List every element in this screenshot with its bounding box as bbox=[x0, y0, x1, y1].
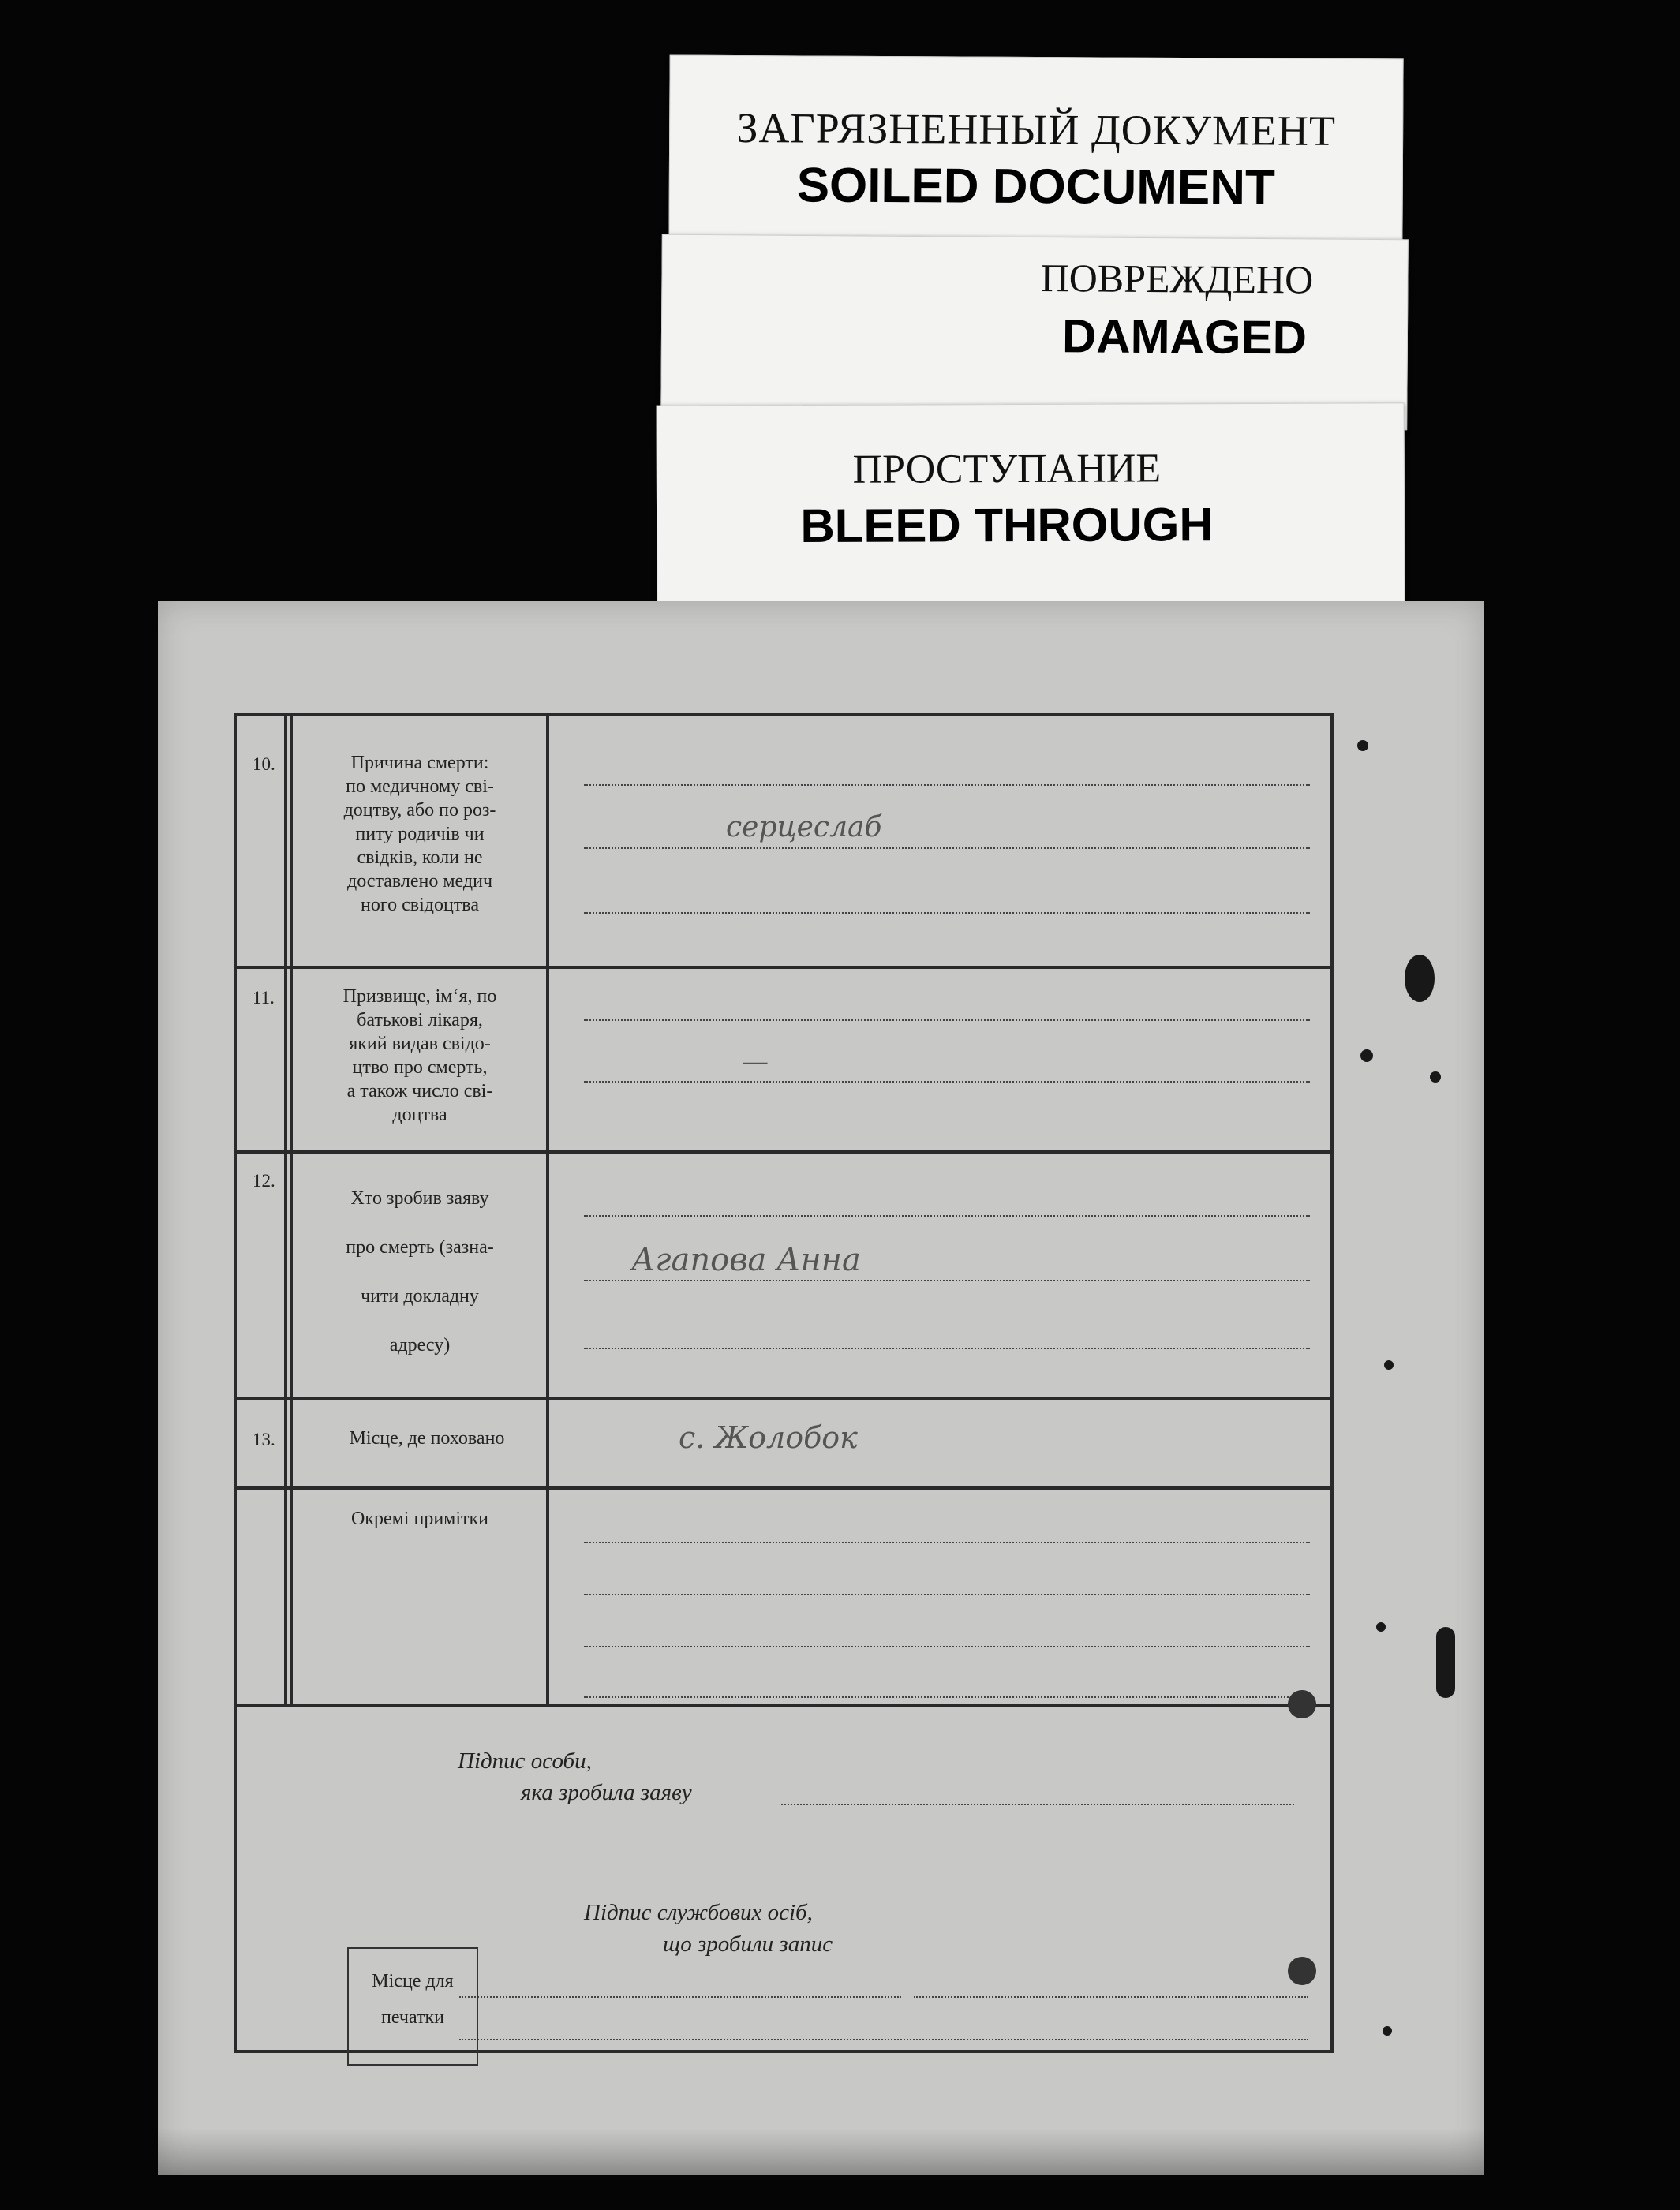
row-separator bbox=[237, 1397, 1330, 1400]
signature-official-line bbox=[914, 1996, 1308, 1998]
entry-line bbox=[584, 784, 1310, 786]
entry-line bbox=[584, 1646, 1310, 1647]
ink-blot bbox=[1405, 955, 1435, 1002]
signature-officials-line-2: що зробили запис bbox=[663, 1931, 833, 1957]
label-line: батькові лікаря, bbox=[357, 1010, 483, 1030]
entry-line bbox=[584, 1696, 1310, 1698]
document-page bbox=[158, 601, 1484, 2175]
ink-blot bbox=[1360, 1049, 1373, 1062]
soiled-flag-en: SOILED DOCUMENT bbox=[796, 158, 1276, 215]
signature-person-label bbox=[458, 1745, 692, 1808]
ink-blot bbox=[1357, 740, 1368, 751]
binding-hole bbox=[1288, 1957, 1316, 1985]
row-separator bbox=[237, 1704, 1330, 1707]
binding-hole bbox=[1288, 1690, 1316, 1718]
signature-person-line-2: яка зробила заяву bbox=[521, 1780, 692, 1805]
label-line: Причина смерти: bbox=[350, 753, 489, 773]
label-line: адресу) bbox=[389, 1335, 451, 1356]
entry-line bbox=[584, 1019, 1310, 1021]
signature-person-line bbox=[781, 1804, 1294, 1805]
stamp-place-box bbox=[347, 1947, 478, 2066]
damaged-flag-en: DAMAGED bbox=[1061, 309, 1308, 365]
row-number: 10. bbox=[253, 754, 275, 774]
label-line: свідків, коли не bbox=[357, 847, 483, 868]
stamp-place-line-2: печатки bbox=[381, 2007, 444, 2028]
damaged-flag-ru: ПОВРЕЖДЕНО bbox=[1040, 256, 1314, 302]
number-column-divider-2 bbox=[290, 716, 293, 1704]
entry-line bbox=[584, 1542, 1310, 1543]
handwritten-declarant: Агапова Анна bbox=[631, 1242, 861, 1278]
entry-line bbox=[584, 1081, 1310, 1083]
entry-line bbox=[584, 847, 1310, 849]
row-label bbox=[305, 1427, 549, 1450]
label-line: Окремі примітки bbox=[350, 1509, 489, 1529]
row-label bbox=[305, 1174, 535, 1370]
signature-official-line bbox=[459, 1996, 901, 1998]
ink-blot bbox=[1383, 2026, 1392, 2036]
signature-officials-line-1: Підпис службових осіб, bbox=[584, 1900, 813, 1925]
label-line: питу родичів чи bbox=[355, 824, 485, 844]
bleed-through-flag bbox=[657, 402, 1405, 611]
soiled-flag-ru: ЗАГРЯЗНЕННЫЙ ДОКУМЕНТ bbox=[736, 104, 1337, 155]
row-label bbox=[305, 1507, 535, 1531]
row-label bbox=[305, 751, 535, 917]
form-frame bbox=[234, 713, 1334, 2053]
handwritten-cause-of-death: серцеслаб bbox=[726, 811, 882, 843]
row-label bbox=[305, 985, 535, 1127]
label-line: який видав свідо- bbox=[349, 1034, 491, 1054]
label-line: Місце, де поховано bbox=[349, 1428, 505, 1449]
soiled-document-flag bbox=[668, 55, 1403, 256]
entry-line bbox=[584, 1280, 1310, 1281]
ink-blot bbox=[1436, 1627, 1455, 1698]
ink-blot bbox=[1430, 1071, 1441, 1083]
row-separator bbox=[237, 966, 1330, 969]
label-line: про смерть (зазна- bbox=[346, 1237, 494, 1258]
row-number: 11. bbox=[253, 988, 275, 1008]
label-line: ного свідоцтва bbox=[361, 895, 479, 915]
row-number: 13. bbox=[253, 1430, 275, 1449]
label-line: по медичному сві- bbox=[346, 776, 494, 797]
entry-line bbox=[584, 1594, 1310, 1595]
entry-line bbox=[584, 912, 1310, 914]
row-separator bbox=[237, 1486, 1330, 1490]
row-number: 12. bbox=[253, 1171, 275, 1191]
entry-line bbox=[584, 1348, 1310, 1349]
label-line: Хто зробив заяву bbox=[350, 1188, 489, 1209]
label-line: доцтву, або по роз- bbox=[343, 800, 496, 821]
label-line: а також число сві- bbox=[346, 1081, 493, 1101]
signature-official-line bbox=[459, 2039, 1308, 2040]
ink-blot bbox=[1384, 1360, 1394, 1370]
entry-line bbox=[584, 1215, 1310, 1217]
label-line: доцтва bbox=[392, 1105, 447, 1125]
bleed-flag-en: BLEED THROUGH bbox=[800, 498, 1214, 553]
label-column-divider bbox=[546, 716, 549, 1704]
ink-blot bbox=[1376, 1622, 1386, 1632]
label-line: цтво про смерть, bbox=[352, 1057, 488, 1078]
label-line: Призвище, ім‘я, по bbox=[342, 986, 497, 1007]
signature-officials-label bbox=[584, 1897, 833, 1960]
bleed-flag-ru: ПРОСТУПАНИЕ bbox=[852, 446, 1162, 492]
damaged-flag bbox=[660, 234, 1409, 431]
signature-person-line-1: Підпис особи, bbox=[458, 1748, 592, 1774]
number-column-divider bbox=[284, 716, 287, 1704]
stamp-place-line-1: Місце для bbox=[372, 1971, 454, 1991]
handwritten-burial-place: с. Жолобок bbox=[679, 1420, 858, 1455]
row-separator bbox=[237, 1150, 1330, 1154]
label-line: доставлено медич bbox=[346, 871, 493, 892]
handwritten-doctor: — bbox=[742, 1046, 769, 1078]
label-line: чити докладну bbox=[361, 1286, 479, 1307]
